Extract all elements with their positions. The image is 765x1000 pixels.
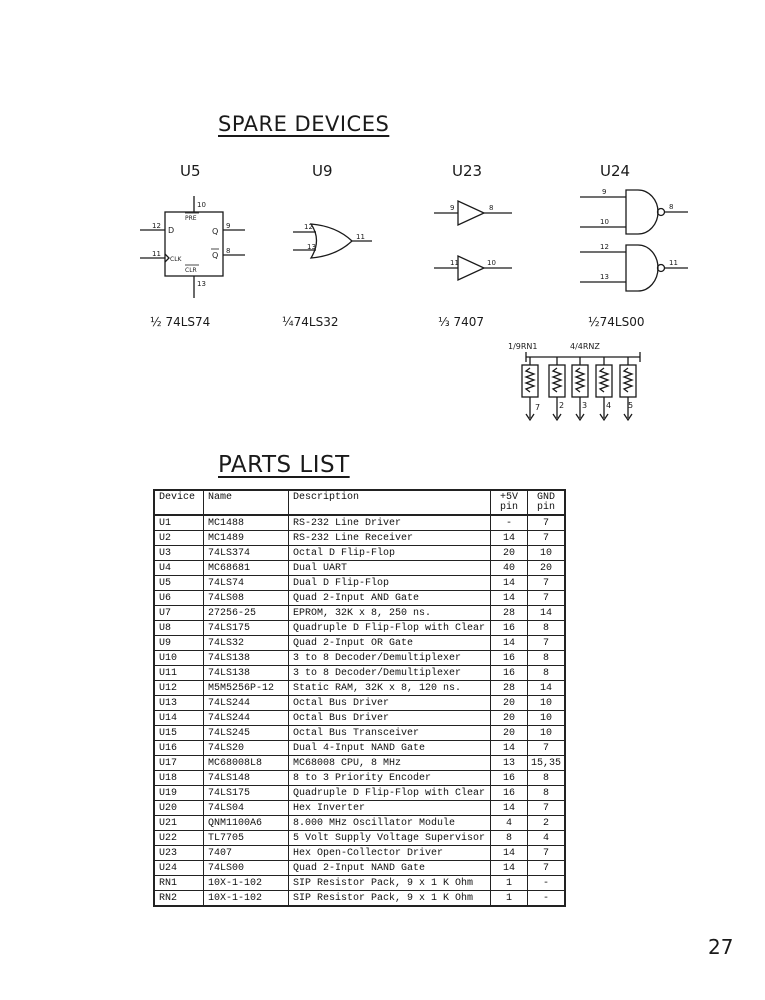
cell-description: RS-232 Line Receiver	[289, 531, 491, 546]
table-row	[154, 801, 565, 816]
cell-name: 27256-25	[204, 606, 289, 621]
cell-device: RN1	[154, 876, 204, 891]
cell-gnd-pin: 7	[528, 861, 566, 876]
u5-pin-d: 12	[152, 222, 161, 230]
cell-gnd-pin: 4	[528, 831, 566, 846]
table-row	[154, 786, 565, 801]
cell-description: Octal Bus Transceiver	[289, 726, 491, 741]
rn2-pin-3: 3	[582, 401, 588, 410]
cell-description: Octal Bus Driver	[289, 696, 491, 711]
cell-description: 5 Volt Supply Voltage Supervisor	[289, 831, 491, 846]
table-row	[154, 666, 565, 681]
u23-part: ⅓ 7407	[438, 315, 484, 329]
u9-or-gate	[282, 162, 372, 329]
table-row	[154, 861, 565, 876]
u5-pin-qbar: 8	[226, 247, 231, 255]
cell-device: U16	[154, 741, 204, 756]
cell-gnd-pin: 10	[528, 546, 566, 561]
cell-description: Hex Inverter	[289, 801, 491, 816]
table-row	[154, 546, 565, 561]
cell-v5-pin: 14	[491, 801, 528, 816]
cell-gnd-pin: 8	[528, 651, 566, 666]
cell-name: MC68008L8	[204, 756, 289, 771]
rn1-label: 1/9RN1	[508, 342, 538, 351]
cell-v5-pin: 14	[491, 576, 528, 591]
u9-pin-out: 11	[356, 233, 365, 241]
cell-v5-pin: 14	[491, 741, 528, 756]
cell-v5-pin: 16	[491, 786, 528, 801]
u9-pin-in2: 13	[307, 243, 316, 251]
table-row	[154, 561, 565, 576]
table-row	[154, 531, 565, 546]
cell-gnd-pin: 10	[528, 696, 566, 711]
cell-v5-pin: 16	[491, 666, 528, 681]
cell-v5-pin: 4	[491, 816, 528, 831]
table-row	[154, 651, 565, 666]
u23-ref: U23	[452, 162, 483, 180]
u24-pin-a-in1: 9	[602, 188, 607, 196]
cell-gnd-pin: 8	[528, 666, 566, 681]
rn2-resistor-2	[572, 357, 588, 420]
table-row	[154, 636, 565, 651]
cell-name: MC1489	[204, 531, 289, 546]
cell-device: U4	[154, 561, 204, 576]
cell-description: 3 to 8 Decoder/Demultiplexer	[289, 651, 491, 666]
spare-devices-schematic	[0, 0, 765, 450]
u23-pin-a-out: 8	[489, 204, 494, 212]
table-row	[154, 621, 565, 636]
cell-v5-pin: 1	[491, 891, 528, 907]
cell-device: U24	[154, 861, 204, 876]
cell-name: 74LS00	[204, 861, 289, 876]
u23-buffer-a	[458, 201, 484, 225]
header-gnd-line1: GND	[536, 492, 555, 503]
cell-name: 74LS138	[204, 666, 289, 681]
cell-name: 74LS374	[204, 546, 289, 561]
table-row	[154, 756, 565, 771]
cell-name: M5M5256P-12	[204, 681, 289, 696]
cell-device: U23	[154, 846, 204, 861]
cell-v5-pin: 14	[491, 636, 528, 651]
cell-name: 74LS04	[204, 801, 289, 816]
cell-device: U1	[154, 515, 204, 531]
cell-gnd-pin: 8	[528, 621, 566, 636]
cell-description: MC68008 CPU, 8 MHz	[289, 756, 491, 771]
rn2-resistor-1	[549, 357, 565, 420]
resistor-packs	[508, 342, 640, 420]
table-row	[154, 606, 565, 621]
u5-pin-clk: 11	[152, 250, 161, 258]
table-row	[154, 846, 565, 861]
parts-table-header-row	[154, 490, 565, 515]
rn2-resistor-3	[596, 357, 612, 420]
u5-label-qbar: Q	[212, 251, 219, 260]
cell-name: MC1488	[204, 515, 289, 531]
u5-label-q: Q	[212, 227, 219, 236]
u24-pin-b-out: 11	[669, 259, 678, 267]
table-row	[154, 816, 565, 831]
cell-device: U19	[154, 786, 204, 801]
cell-description: Static RAM, 32K x 8, 120 ns.	[289, 681, 491, 696]
cell-gnd-pin: 2	[528, 816, 566, 831]
spare-devices-heading: SPARE DEVICES	[218, 112, 390, 136]
u23-pin-a-in: 9	[450, 204, 455, 212]
cell-v5-pin: 20	[491, 726, 528, 741]
rn1-resistor	[522, 357, 540, 420]
u5-flip-flop	[140, 162, 245, 329]
u23-buffer-b	[458, 256, 484, 280]
rn2-pin-2: 2	[559, 401, 565, 410]
u5-pin-q: 9	[226, 222, 231, 230]
cell-gnd-pin: 10	[528, 711, 566, 726]
cell-description: Hex Open-Collector Driver	[289, 846, 491, 861]
u24-ref: U24	[600, 162, 631, 180]
rn2-pin-5: 5	[628, 401, 634, 410]
cell-v5-pin: 20	[491, 546, 528, 561]
u23-pin-b-in: 11	[450, 259, 459, 267]
u5-label-pre: PRE	[185, 215, 197, 222]
cell-description: 8.000 MHz Oscillator Module	[289, 816, 491, 831]
u24-nand-b	[626, 245, 658, 291]
table-row	[154, 726, 565, 741]
cell-description: 8 to 3 Priority Encoder	[289, 771, 491, 786]
cell-description: Quad 2-Input NAND Gate	[289, 861, 491, 876]
cell-gnd-pin: -	[528, 891, 566, 907]
u5-pin-clr: 13	[197, 280, 206, 288]
u23-buffers	[434, 162, 512, 329]
header-name: Name	[204, 490, 289, 515]
table-row	[154, 741, 565, 756]
cell-gnd-pin: 7	[528, 636, 566, 651]
cell-name: 74LS244	[204, 711, 289, 726]
page-number: 27	[708, 935, 734, 959]
cell-device: U7	[154, 606, 204, 621]
cell-v5-pin: 20	[491, 696, 528, 711]
u24-nand-a	[626, 190, 658, 234]
cell-device: U11	[154, 666, 204, 681]
u24-part: ½74LS00	[588, 315, 645, 329]
cell-device: U12	[154, 681, 204, 696]
rn2-pin-4: 4	[606, 401, 612, 410]
cell-v5-pin: 1	[491, 876, 528, 891]
cell-gnd-pin: 7	[528, 741, 566, 756]
table-row	[154, 681, 565, 696]
header-gnd-pin	[528, 490, 566, 515]
cell-name: QNM1100A6	[204, 816, 289, 831]
table-row	[154, 711, 565, 726]
u5-pin-pre: 10	[197, 201, 206, 209]
cell-name: 74LS138	[204, 651, 289, 666]
cell-gnd-pin: 7	[528, 576, 566, 591]
cell-device: U22	[154, 831, 204, 846]
cell-description: SIP Resistor Pack, 9 x 1 K Ohm	[289, 891, 491, 907]
table-row	[154, 576, 565, 591]
cell-name: 7407	[204, 846, 289, 861]
table-row	[154, 696, 565, 711]
cell-v5-pin: 14	[491, 846, 528, 861]
cell-description: Quad 2-Input OR Gate	[289, 636, 491, 651]
cell-name: 74LS32	[204, 636, 289, 651]
header-5v-line2: pin	[499, 502, 518, 513]
cell-v5-pin: 16	[491, 621, 528, 636]
cell-name: TL7705	[204, 831, 289, 846]
u24-pin-b-in2: 13	[600, 273, 609, 281]
u9-part: ¼74LS32	[282, 315, 339, 329]
u5-label-clk: CLK	[170, 256, 182, 263]
cell-name: 10X-1-102	[204, 891, 289, 907]
cell-gnd-pin: 14	[528, 681, 566, 696]
cell-device: U5	[154, 576, 204, 591]
table-row	[154, 876, 565, 891]
cell-description: Octal Bus Driver	[289, 711, 491, 726]
cell-device: U13	[154, 696, 204, 711]
cell-device: U17	[154, 756, 204, 771]
cell-description: EPROM, 32K x 8, 250 ns.	[289, 606, 491, 621]
cell-v5-pin: 28	[491, 606, 528, 621]
cell-name: 74LS08	[204, 591, 289, 606]
header-5v-line1: +5V	[499, 492, 518, 503]
cell-gnd-pin: 7	[528, 846, 566, 861]
cell-device: U8	[154, 621, 204, 636]
cell-description: 3 to 8 Decoder/Demultiplexer	[289, 666, 491, 681]
cell-device: RN2	[154, 891, 204, 907]
table-row	[154, 771, 565, 786]
cell-description: Dual 4-Input NAND Gate	[289, 741, 491, 756]
cell-description: Quadruple D Flip-Flop with Clear	[289, 786, 491, 801]
cell-device: U3	[154, 546, 204, 561]
cell-device: U18	[154, 771, 204, 786]
cell-description: Quad 2-Input AND Gate	[289, 591, 491, 606]
rn2-label: 4/4RNZ	[570, 342, 600, 351]
table-row	[154, 515, 565, 531]
parts-table-body	[154, 515, 565, 906]
cell-v5-pin: 8	[491, 831, 528, 846]
cell-v5-pin: 40	[491, 561, 528, 576]
cell-gnd-pin: 7	[528, 531, 566, 546]
u5-ref: U5	[180, 162, 201, 180]
cell-name: 74LS244	[204, 696, 289, 711]
cell-name: 74LS148	[204, 771, 289, 786]
cell-gnd-pin: -	[528, 876, 566, 891]
cell-v5-pin: 14	[491, 861, 528, 876]
cell-device: U15	[154, 726, 204, 741]
u23-pin-b-out: 10	[487, 259, 496, 267]
u9-ref: U9	[312, 162, 333, 180]
cell-gnd-pin: 7	[528, 591, 566, 606]
cell-gnd-pin: 10	[528, 726, 566, 741]
cell-v5-pin: 16	[491, 651, 528, 666]
cell-v5-pin: 13	[491, 756, 528, 771]
cell-description: Quadruple D Flip-Flop with Clear	[289, 621, 491, 636]
cell-gnd-pin: 14	[528, 606, 566, 621]
cell-description: Dual D Flip-Flop	[289, 576, 491, 591]
cell-v5-pin: -	[491, 515, 528, 531]
cell-gnd-pin: 8	[528, 786, 566, 801]
cell-device: U14	[154, 711, 204, 726]
cell-v5-pin: 20	[491, 711, 528, 726]
u24-pin-b-in1: 12	[600, 243, 609, 251]
u5-label-d: D	[168, 226, 175, 235]
cell-name: 74LS20	[204, 741, 289, 756]
cell-name: 74LS175	[204, 621, 289, 636]
cell-description: RS-232 Line Driver	[289, 515, 491, 531]
header-gnd-line2: pin	[536, 502, 555, 513]
cell-device: U10	[154, 651, 204, 666]
header-description: Description	[289, 490, 491, 515]
cell-device: U21	[154, 816, 204, 831]
cell-gnd-pin: 20	[528, 561, 566, 576]
parts-list-heading: PARTS LIST	[218, 452, 350, 478]
table-row	[154, 591, 565, 606]
parts-list-table	[153, 489, 566, 907]
u24-nand-gates	[580, 162, 688, 329]
cell-device: U6	[154, 591, 204, 606]
cell-v5-pin: 28	[491, 681, 528, 696]
cell-name: 74LS175	[204, 786, 289, 801]
cell-device: U2	[154, 531, 204, 546]
cell-device: U20	[154, 801, 204, 816]
cell-v5-pin: 14	[491, 531, 528, 546]
table-row	[154, 831, 565, 846]
u9-body	[311, 224, 352, 258]
cell-description: SIP Resistor Pack, 9 x 1 K Ohm	[289, 876, 491, 891]
u5-part: ½ 74LS74	[150, 315, 211, 329]
cell-name: 74LS74	[204, 576, 289, 591]
cell-gnd-pin: 8	[528, 771, 566, 786]
cell-name: 10X-1-102	[204, 876, 289, 891]
header-device: Device	[154, 490, 204, 515]
u5-label-clr: CLR	[185, 267, 197, 274]
u9-pin-in1: 12	[304, 223, 313, 231]
cell-description: Dual UART	[289, 561, 491, 576]
cell-v5-pin: 14	[491, 591, 528, 606]
rn2-resistor-4	[620, 357, 636, 420]
cell-gnd-pin: 15,35	[528, 756, 566, 771]
table-row	[154, 891, 565, 907]
header-5v-pin	[491, 490, 528, 515]
rn1-pin: 7	[535, 403, 541, 412]
cell-description: Octal D Flip-Flop	[289, 546, 491, 561]
cell-name: 74LS245	[204, 726, 289, 741]
u24-pin-a-out: 8	[669, 203, 674, 211]
cell-gnd-pin: 7	[528, 801, 566, 816]
cell-gnd-pin: 7	[528, 515, 566, 531]
cell-v5-pin: 16	[491, 771, 528, 786]
cell-name: MC68681	[204, 561, 289, 576]
u24-pin-a-in2: 10	[600, 218, 609, 226]
cell-device: U9	[154, 636, 204, 651]
